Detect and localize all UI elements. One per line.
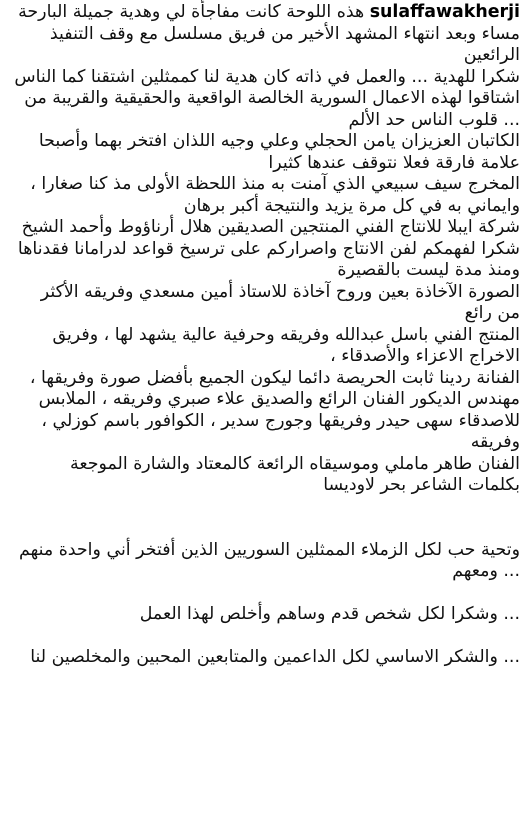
blank-line <box>14 583 520 605</box>
caption-intro <box>14 2 520 67</box>
username-link[interactable]: sulaffawakherji <box>369 2 520 22</box>
caption-paragraph: الفنانة ردينا ثابت الحريصة دائما ليكون الجميع بأفضل صورة وفريقها ، مهندس الديكور الفنان الرائع والصديق علاء صبري وفريقه ، الملابس للاصدقاء سهى حيدر وفريقها وجورج سدير ، الكوافور باسم كوزلي ، وفريقه <box>29 367 520 452</box>
blank-line <box>14 518 520 540</box>
caption-paragraph: الفنان طاهر ماملي وموسيقاه الرائعة كالمعتاد والشارة الموجعة بكلمات الشاعر بحر لاوديسا <box>70 453 520 495</box>
blank-line <box>14 626 520 648</box>
caption-paragraph: شركة ايبلا للانتاج الفني المنتجين الصديقين هلال أرناؤوط وأحمد الشيخ شكرا لفهمكم لفن الانتاج واصراركم على ترسيخ قواعد لدرامانا فقدناها ومنذ مدة ليست بالقصيرة <box>17 217 520 280</box>
caption-paragraph: ... والشكر الاساسي لكل الداعمين والمتابعين المحبين والمخلصين لنا <box>30 647 520 667</box>
caption-paragraph: المنتج الفني باسل عبدالله وفريقه وحرفية عالية يشهد لها ، وفريق الاخراج الاعزاء والأصدقاء ، <box>52 324 520 366</box>
caption-paragraph: وتحية حب لكل الزملاء الممثلين السوريين الذين أفتخر أني واحدة منهم ... ومعهم <box>19 539 520 581</box>
caption-paragraph: شكرا للهدية ... والعمل في ذاته كان هدية لنا كممثلين اشتقنا كما الناس اشتاقوا لهذه الاعمال السورية الخالصة الواقعية والحقيقية والقريبة من ... قلوب الناس حد الألم <box>14 66 520 130</box>
blank-line <box>14 497 520 519</box>
caption-paragraph: ... وشكرا لكل شخص قدم وساهم وأخلص لهذا العمل <box>139 604 520 624</box>
caption-paragraph: المخرج سيف سبيعي الذي آمنت به منذ اللحظة الأولى مذ كنا صغارا ، وايماني به في كل مرة يزيد والنتيجة أكبر برهان <box>30 174 520 216</box>
post-caption <box>14 2 520 669</box>
intro-text: هذه اللوحة كانت مفاجأة لي وهدية جميلة البارحة مساء وبعد انتهاء المشهد الأخير من فريق مسلسل مع وقف التنفيذ الرائعين <box>18 2 520 65</box>
caption-paragraph: الكاتبان العزيزان يامن الحجلي وعلي وجيه اللذان افتخر بهما وأصبحا علامة فارقة فعلا نتوقف عندها كثيرا <box>38 131 520 173</box>
caption-paragraph: الصورة الآخاذة بعين وروح آخاذة للاستاذ أمين مسعدي وفريقه الأكثر من رائع <box>40 281 520 323</box>
